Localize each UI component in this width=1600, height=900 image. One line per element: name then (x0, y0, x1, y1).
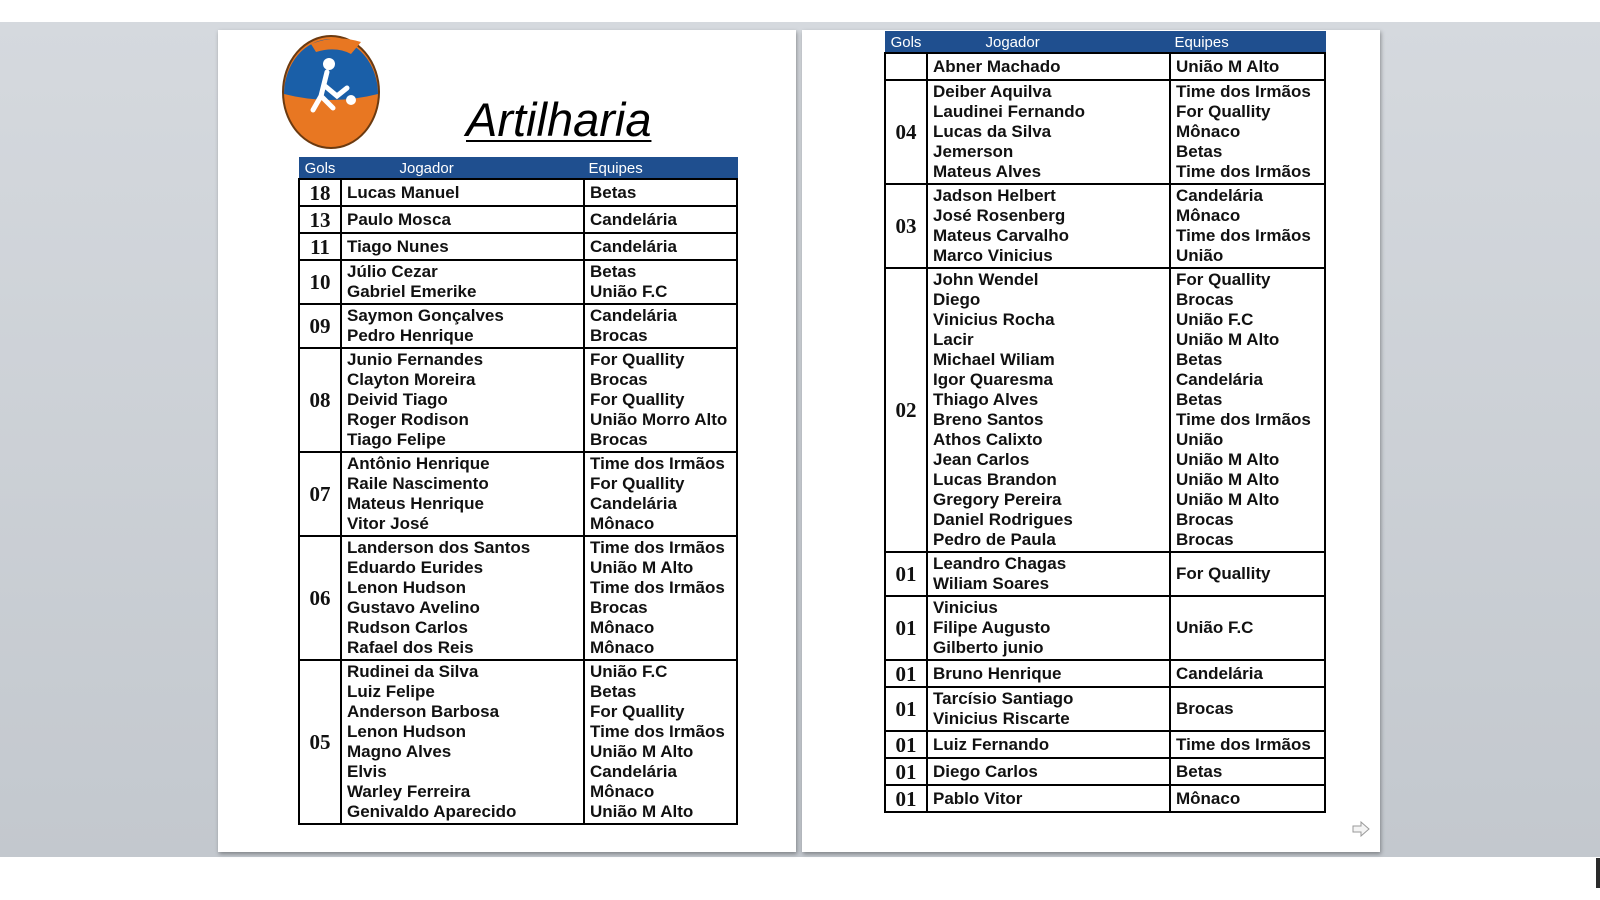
table-row (885, 552, 1325, 596)
goals-cell: 01 (885, 758, 927, 785)
team-name: União M Alto (590, 742, 694, 761)
player-name: Lucas da Silva (933, 122, 1052, 141)
players-cell (927, 53, 1170, 80)
player-name: Elvis (347, 762, 387, 781)
team-name: Candelária (1176, 186, 1263, 205)
player-name: Lucas Manuel (347, 182, 460, 202)
player-name: Daniel Rodrigues (933, 510, 1073, 529)
goals-cell: 01 (885, 596, 927, 660)
team-name: União F.C (1176, 310, 1254, 329)
team-name: União F.C (590, 282, 668, 301)
team-name: Time dos Irmãos (1176, 162, 1311, 181)
document-page-2 (802, 30, 1380, 852)
player-name: Antônio Henrique (347, 454, 490, 473)
player-name: Diego (933, 290, 981, 309)
document-page-1 (218, 30, 796, 852)
team-name: Brocas (590, 326, 648, 345)
players-cell (927, 731, 1170, 758)
player-name: Rafael dos Reis (347, 638, 474, 657)
team-name: For Quallity (590, 702, 685, 721)
goals-cell: 04 (885, 80, 927, 184)
table-row (299, 206, 737, 233)
team-name: Time dos Irmãos (1176, 734, 1311, 754)
players-cell (341, 179, 584, 206)
player-name: Júlio Cezar (347, 262, 438, 281)
team-name: For Quallity (590, 390, 685, 409)
document-title: Artilharia (466, 93, 652, 146)
team-name: Mônaco (590, 514, 655, 533)
team-name: Candelária (590, 762, 677, 781)
players-cell (927, 552, 1170, 596)
player-name: Bruno Henrique (933, 663, 1062, 683)
player-name: Raile Nascimento (347, 474, 489, 493)
goals-cell: 18 (299, 179, 341, 206)
goals-cell: 06 (299, 536, 341, 660)
goals-cell: 01 (885, 785, 927, 812)
teams-cell (584, 304, 737, 348)
teams-cell (1170, 552, 1325, 596)
table-header-row (299, 158, 737, 180)
players-cell (927, 758, 1170, 785)
team-name: Betas (590, 682, 637, 701)
team-name: Candelária (590, 236, 677, 256)
goals-cell: 13 (299, 206, 341, 233)
goals-cell: 07 (299, 452, 341, 536)
team-name: Mônaco (1176, 122, 1241, 141)
table-row (299, 233, 737, 260)
table-row (885, 687, 1325, 731)
table-row (885, 660, 1325, 687)
team-name: Brocas (590, 370, 648, 389)
player-name: Filipe Augusto (933, 618, 1051, 637)
teams-cell (1170, 758, 1325, 785)
teams-cell (584, 348, 737, 452)
goals-cell (885, 53, 927, 80)
players-cell (341, 452, 584, 536)
team-name: União M Alto (1176, 330, 1280, 349)
player-name: Pedro Henrique (347, 326, 474, 345)
player-name: Marco Vinicius (933, 246, 1053, 265)
player-name: Luiz Fernando (933, 734, 1050, 754)
team-name: Betas (1176, 390, 1223, 409)
player-name: Gustavo Avelino (347, 598, 480, 617)
table-row (885, 785, 1325, 812)
team-name: Candelária (590, 306, 677, 325)
players-cell (927, 80, 1170, 184)
header-jogador: Jogador (927, 32, 1170, 54)
team-name: Betas (1176, 350, 1223, 369)
team-name: União (1176, 246, 1224, 265)
player-name: Mateus Henrique (347, 494, 484, 513)
header-gols: Gols (299, 158, 341, 180)
team-name: Mônaco (1176, 788, 1241, 808)
player-name: Michael Wiliam (933, 350, 1055, 369)
team-name: Brocas (1176, 290, 1234, 309)
player-name: Clayton Moreira (347, 370, 476, 389)
player-name: Vinicius Rocha (933, 310, 1055, 329)
player-name: Deiber Aquilva (933, 82, 1052, 101)
player-name: Junio Fernandes (347, 350, 484, 369)
team-name: Betas (1176, 761, 1223, 781)
player-name: Pedro de Paula (933, 530, 1056, 549)
players-cell (927, 785, 1170, 812)
team-name: For Quallity (1176, 102, 1271, 121)
player-name: Vinicius (933, 598, 998, 617)
goals-cell: 02 (885, 268, 927, 552)
team-name: Candelária (590, 494, 677, 513)
table-row (299, 452, 737, 536)
players-cell (341, 660, 584, 824)
teams-cell (584, 260, 737, 304)
team-name: Brocas (590, 598, 648, 617)
player-name: Jadson Helbert (933, 186, 1056, 205)
goals-cell: 01 (885, 660, 927, 687)
player-name: Tarcísio Santiago (933, 689, 1074, 708)
player-name: John Wendel (933, 270, 1039, 289)
player-name: Magno Alves (347, 742, 452, 761)
players-cell (341, 260, 584, 304)
team-name: Time dos Irmãos (590, 578, 725, 597)
next-page-arrow-icon[interactable] (1352, 821, 1370, 837)
table-row (885, 268, 1325, 552)
team-name: Betas (1176, 142, 1223, 161)
players-cell (927, 687, 1170, 731)
player-name: Rudinei da Silva (347, 662, 479, 681)
player-name: Warley Ferreira (347, 782, 471, 801)
team-name: União Morro Alto (590, 410, 728, 429)
team-name: Brocas (590, 430, 648, 449)
goals-cell: 01 (885, 687, 927, 731)
team-name: Brocas (1176, 699, 1234, 718)
players-cell (341, 536, 584, 660)
player-name: Pablo Vitor (933, 788, 1023, 808)
goals-cell: 01 (885, 552, 927, 596)
goals-cell: 11 (299, 233, 341, 260)
league-logo-icon (281, 34, 381, 150)
player-name: Tiago Nunes (347, 236, 449, 256)
player-name: Gabriel Emerike (347, 282, 477, 301)
player-name: Jean Carlos (933, 450, 1030, 469)
teams-cell (1170, 785, 1325, 812)
player-name: Mateus Alves (933, 162, 1042, 181)
players-cell (927, 268, 1170, 552)
players-cell (927, 184, 1170, 268)
players-cell (341, 348, 584, 452)
scorers-table-page-2 (884, 31, 1326, 813)
teams-cell (1170, 687, 1325, 731)
team-name: União M Alto (1176, 450, 1280, 469)
team-name: Time dos Irmãos (590, 722, 725, 741)
goals-cell: 05 (299, 660, 341, 824)
team-name: Mônaco (590, 782, 655, 801)
table-row (885, 80, 1325, 184)
player-name: Anderson Barbosa (347, 702, 500, 721)
player-name: Deivid Tiago (347, 390, 448, 409)
player-name: Lacir (933, 330, 974, 349)
teams-cell (584, 206, 737, 233)
goals-cell: 08 (299, 348, 341, 452)
teams-cell (1170, 268, 1325, 552)
team-name: União F.C (1176, 618, 1254, 637)
team-name: Brocas (1176, 510, 1234, 529)
player-name: Vinicius Riscarte (933, 709, 1070, 728)
teams-cell (584, 233, 737, 260)
goals-cell: 01 (885, 731, 927, 758)
team-name: União M Alto (590, 558, 694, 577)
team-name: Time dos Irmãos (590, 538, 725, 557)
player-name: Eduardo Eurides (347, 558, 484, 577)
teams-cell (584, 179, 737, 206)
team-name: União M Alto (1176, 490, 1280, 509)
teams-cell (1170, 596, 1325, 660)
team-name: Candelária (1176, 370, 1263, 389)
team-name: Time dos Irmãos (1176, 82, 1311, 101)
team-name: União M Alto (1176, 470, 1280, 489)
table-row (885, 53, 1325, 80)
player-name: Gilberto junio (933, 638, 1044, 657)
team-name: Time dos Irmãos (1176, 410, 1311, 429)
team-name: Mônaco (590, 618, 655, 637)
players-cell (927, 660, 1170, 687)
teams-cell (1170, 80, 1325, 184)
scrollbar-edge[interactable] (1596, 858, 1600, 888)
table-row (299, 536, 737, 660)
team-name: União M Alto (1176, 56, 1280, 76)
team-name: Candelária (590, 209, 677, 229)
table-row (885, 596, 1325, 660)
team-name: For Quallity (590, 350, 685, 369)
player-name: Gregory Pereira (933, 490, 1062, 509)
team-name: União (1176, 430, 1224, 449)
table-row (299, 348, 737, 452)
player-name: Wiliam Soares (933, 574, 1050, 593)
player-name: Igor Quaresma (933, 370, 1053, 389)
table-row (299, 179, 737, 206)
player-name: Lucas Brandon (933, 470, 1057, 489)
player-name: Jemerson (933, 142, 1014, 161)
goals-cell: 03 (885, 184, 927, 268)
team-name: União M Alto (590, 802, 694, 821)
header-gols: Gols (885, 32, 927, 54)
player-name: Leandro Chagas (933, 554, 1067, 573)
team-name: For Quallity (1176, 270, 1271, 289)
table-header-row (885, 32, 1325, 54)
player-name: Genivaldo Aparecido (347, 802, 517, 821)
header-equipes: Equipes (584, 158, 737, 180)
player-name: Laudinei Fernando (933, 102, 1086, 121)
teams-cell (584, 452, 737, 536)
table-row (885, 184, 1325, 268)
player-name: Rudson Carlos (347, 618, 468, 637)
player-name: Abner Machado (933, 56, 1061, 76)
team-name: União F.C (590, 662, 668, 681)
header-jogador: Jogador (341, 158, 584, 180)
scorers-table-page-1 (298, 157, 738, 825)
players-cell (341, 304, 584, 348)
team-name: Betas (590, 182, 637, 202)
player-name: Breno Santos (933, 410, 1044, 429)
players-cell (341, 233, 584, 260)
team-name: Time dos Irmãos (590, 454, 725, 473)
player-name: Lenon Hudson (347, 578, 466, 597)
player-name: Thiago Alves (933, 390, 1039, 409)
player-name: Paulo Mosca (347, 209, 451, 229)
table-row (299, 660, 737, 824)
table-row (885, 731, 1325, 758)
player-name: Lenon Hudson (347, 722, 466, 741)
player-name: Mateus Carvalho (933, 226, 1070, 245)
team-name: Brocas (1176, 530, 1234, 549)
player-name: Saymon Gonçalves (347, 306, 504, 325)
players-cell (341, 206, 584, 233)
player-name: Luiz Felipe (347, 682, 435, 701)
player-name: Vitor José (347, 514, 429, 533)
teams-cell (1170, 53, 1325, 80)
table-row (299, 260, 737, 304)
player-name: José Rosenberg (933, 206, 1066, 225)
team-name: Time dos Irmãos (1176, 226, 1311, 245)
teams-cell (584, 660, 737, 824)
teams-cell (584, 536, 737, 660)
players-cell (927, 596, 1170, 660)
table-row (885, 758, 1325, 785)
teams-cell (1170, 731, 1325, 758)
goals-cell: 10 (299, 260, 341, 304)
team-name: Mônaco (590, 638, 655, 657)
team-name: For Quallity (1176, 564, 1271, 583)
header-equipes: Equipes (1170, 32, 1325, 54)
teams-cell (1170, 660, 1325, 687)
team-name: Betas (590, 262, 637, 281)
player-name: Athos Calixto (933, 430, 1043, 449)
player-name: Roger Rodison (347, 410, 469, 429)
team-name: For Quallity (590, 474, 685, 493)
table-row (299, 304, 737, 348)
team-name: Candelária (1176, 663, 1263, 683)
teams-cell (1170, 184, 1325, 268)
team-name: Mônaco (1176, 206, 1241, 225)
player-name: Landerson dos Santos (347, 538, 531, 557)
player-name: Diego Carlos (933, 761, 1038, 781)
player-name: Tiago Felipe (347, 430, 446, 449)
goals-cell: 09 (299, 304, 341, 348)
